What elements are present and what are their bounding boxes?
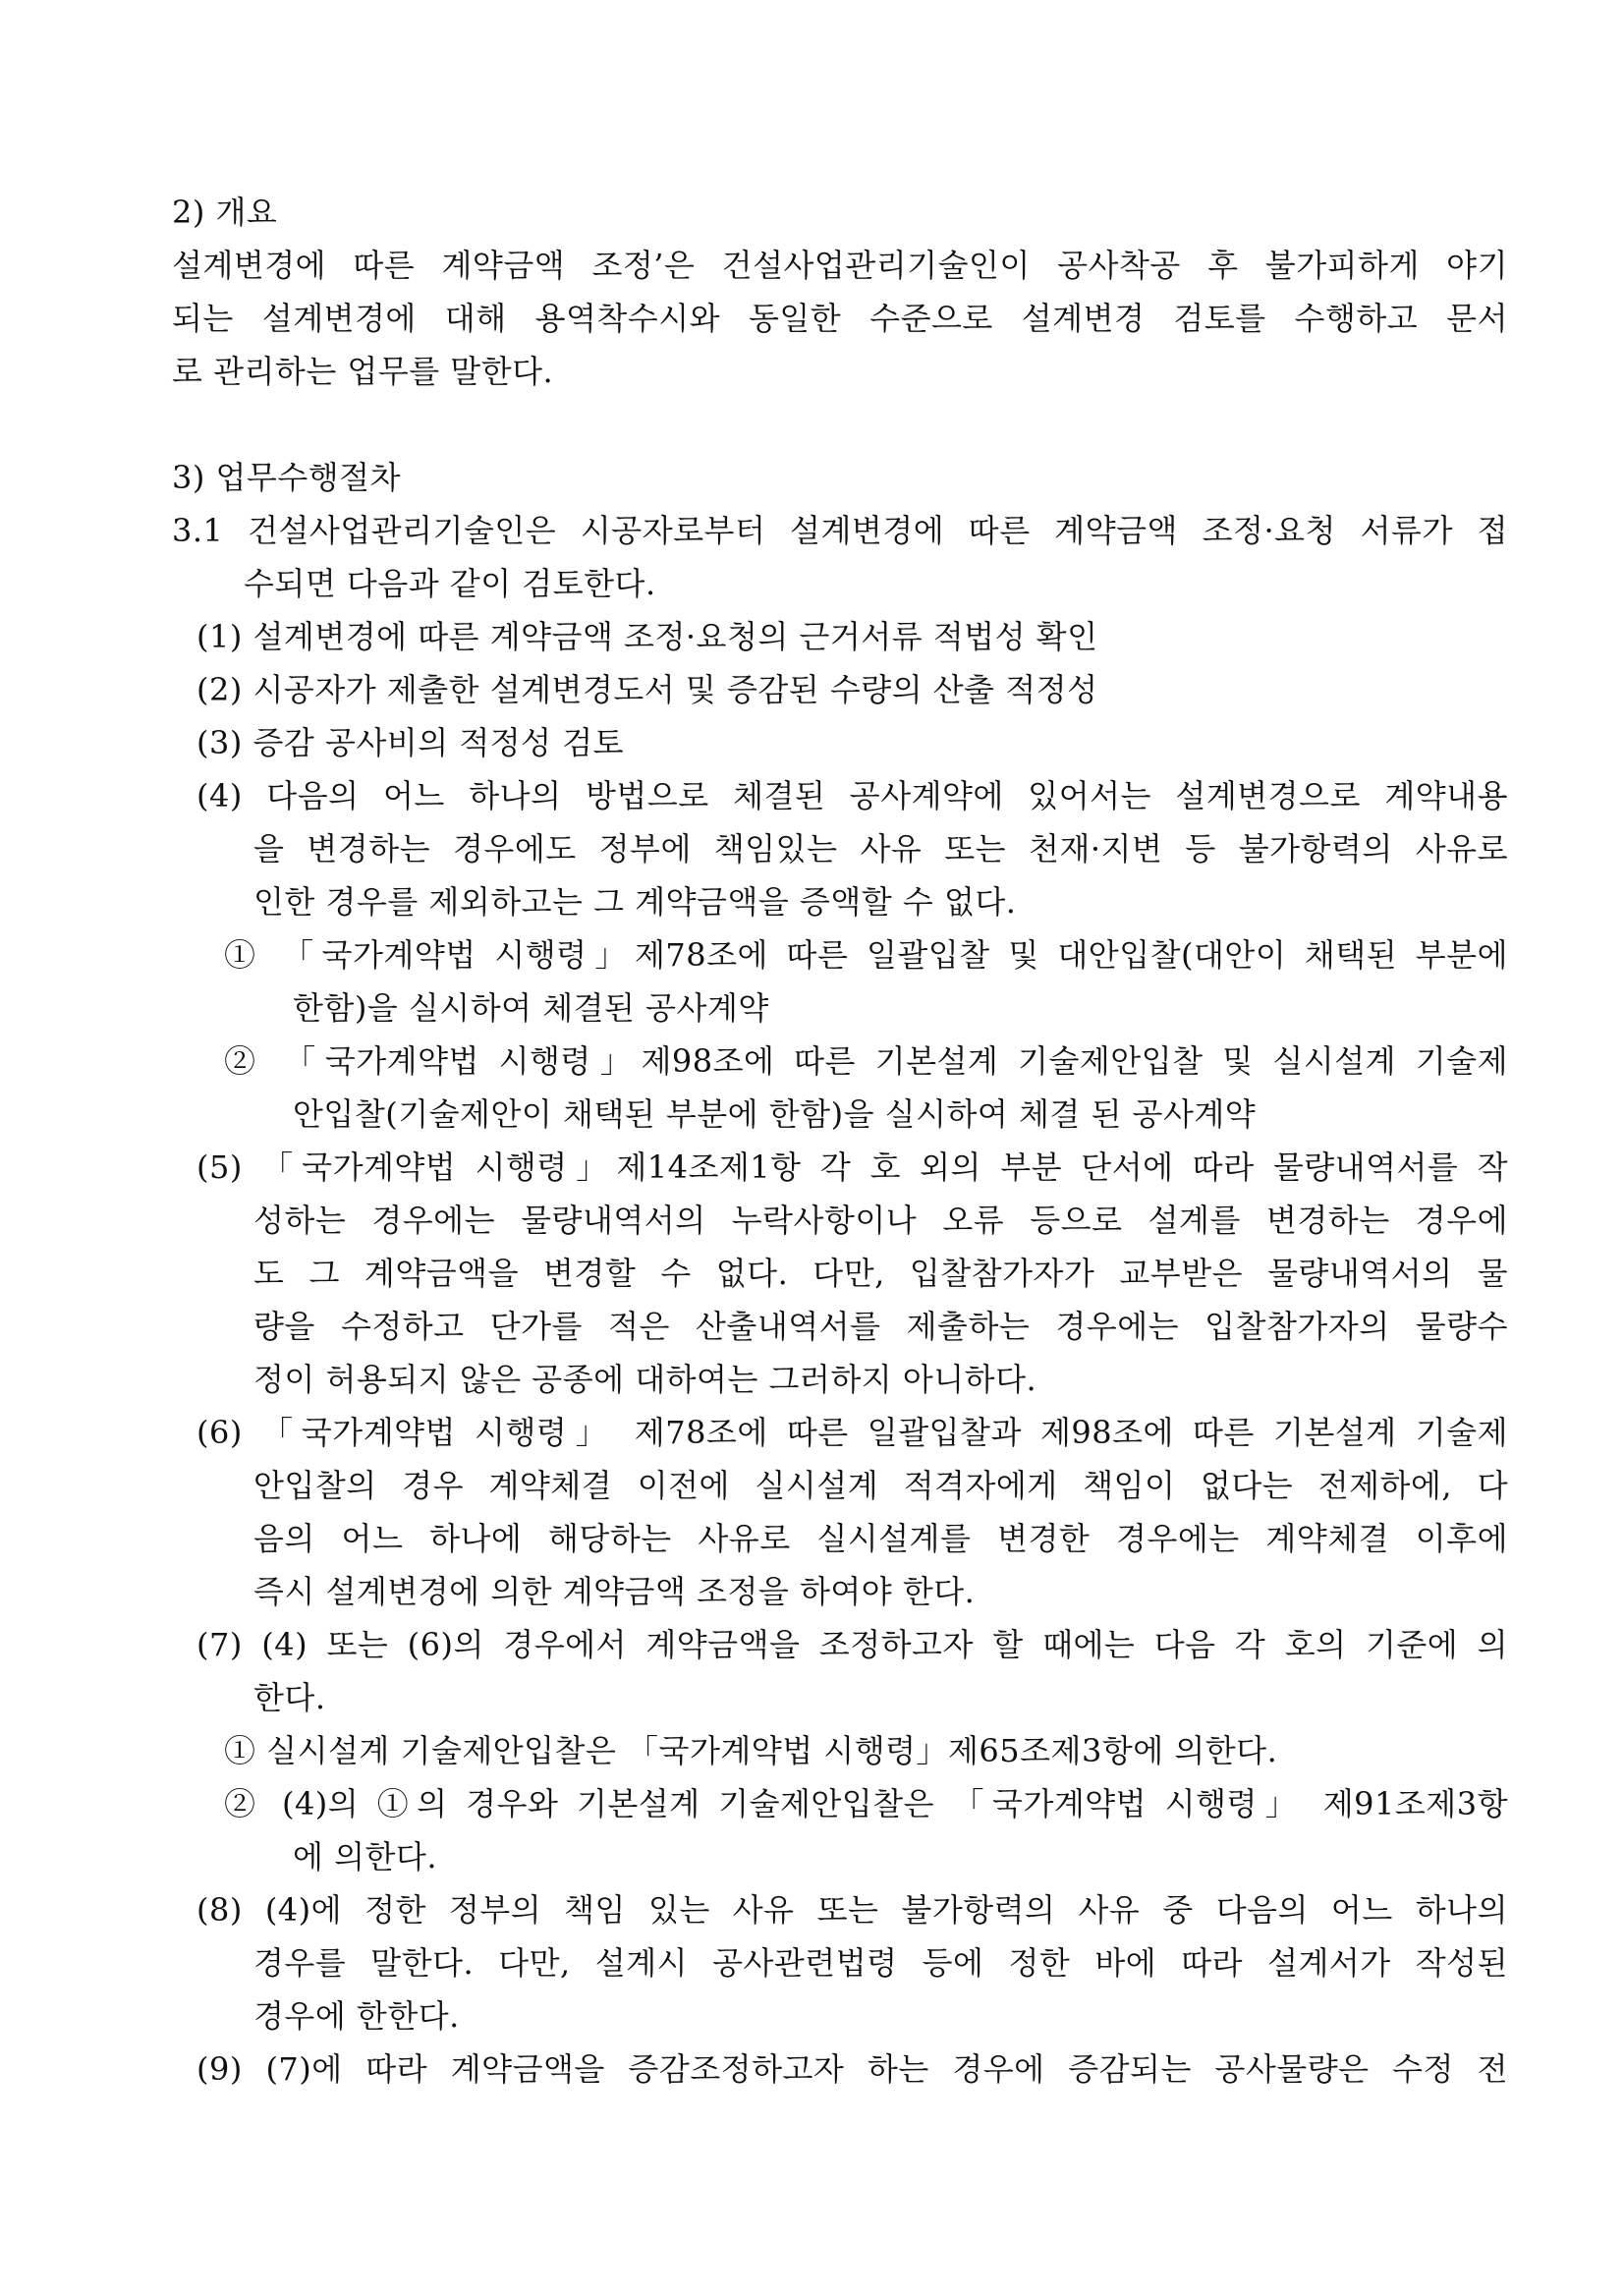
text-line: 음의 어느 하나에 해당하는 사유로 실시설계를 변경한 경우에는 계약체결 이후에	[253, 1520, 1508, 1557]
text-line: 한함)을 실시하여 체결된 공사계약	[293, 989, 769, 1027]
text-line: 정이 허용되지 않은 공종에 대하여는 그러하지 아니하다.	[253, 1361, 1037, 1398]
text-line: 안입찰(기술제안이 채택된 부분에 한함)을 실시하여 체결 된 공사계약	[293, 1095, 1257, 1133]
text-line: (4) 다음의 어느 하나의 방법으로 체결된 공사계약에 있어서는 설계변경으로 계약내용	[196, 777, 1508, 814]
text-line: 성하는 경우에는 물량내역서의 누락사항이나 오류 등으로 설계를 변경하는 경우에	[253, 1202, 1508, 1239]
text-line: (2) 시공자가 제출한 설계변경도서 및 증감된 수량의 산출 적정성	[196, 671, 1098, 708]
text-line: 경우를 말한다. 다만, 설계시 공사관련법령 등에 정한 바에 따라 설계서가 작성된	[253, 1944, 1508, 1982]
text-line: (9) (7)에 따라 계약금액을 증감조정하고자 하는 경우에 증감되는 공사물량은 수정 전	[196, 2050, 1508, 2088]
text-line: (8) (4)에 정한 정부의 책임 있는 사유 또는 불가항력의 사유 중 다음의 어느 하나의	[196, 1891, 1508, 1929]
text-line: 3.1 건설사업관리기술인은 시공자로부터 설계변경에 따른 계약금액 조정·요청 서류가 접	[172, 512, 1508, 549]
text-line: 되는 설계변경에 대해 용역착수시와 동일한 수준으로 설계변경 검토를 수행하고 문서	[172, 300, 1508, 337]
text-line: 3) 업무수행절차	[172, 459, 401, 496]
text-line: ② 「국가계약법 시행령」제98조에 따른 기본설계 기술제안입찰 및 실시설계 기술제	[224, 1042, 1508, 1080]
text-line: 수되면 다음과 같이 검토한다.	[244, 565, 656, 602]
text-line: 인한 경우를 제외하고는 그 계약금액을 증액할 수 없다.	[253, 883, 1017, 921]
text-line: 즉시 설계변경에 의한 계약금액 조정을 하여야 한다.	[253, 1573, 976, 1610]
text-line: ① 실시설계 기술제안입찰은 「국가계약법 시행령」제65조제3항에 의한다.	[224, 1732, 1278, 1769]
text-line: (5) 「국가계약법 시행령」제14조제1항 각 호 외의 부분 단서에 따라 물량내역서를 작	[196, 1148, 1508, 1186]
text-line: ② (4)의 ①의 경우와 기본설계 기술제안입찰은 「국가계약법 시행령」 제91조제3항	[224, 1785, 1508, 1822]
text-line: (6) 「국가계약법 시행령」 제78조에 따른 일괄입찰과 제98조에 따른 기본설계 기술제	[196, 1414, 1508, 1451]
text-line: (1) 설계변경에 따른 계약금액 조정·요청의 근거서류 적법성 확인	[196, 618, 1098, 655]
text-line: 안입찰의 경우 계약체결 이전에 실시설계 적격자에게 책임이 없다는 전제하에, 다	[253, 1467, 1508, 1504]
text-line: 로 관리하는 업무를 말한다.	[172, 353, 554, 390]
text-line: 2) 개요	[172, 194, 278, 231]
text-line: (7) (4) 또는 (6)의 경우에서 계약금액을 조정하고자 할 때에는 다음 각 호의 기준에 의	[196, 1626, 1508, 1663]
text-line: 도 그 계약금액을 변경할 수 없다. 다만, 입찰참가자가 교부받은 물량내역서의 물	[253, 1255, 1508, 1292]
text-line: 한다.	[253, 1679, 326, 1716]
text-line: 설계변경에 따른 계약금액 조정’은 건설사업관리기술인이 공사착공 후 불가피하게 야기	[172, 247, 1508, 284]
text-line: (3) 증감 공사비의 적정성 검토	[196, 724, 625, 761]
text-line: 에 의한다.	[293, 1838, 437, 1876]
text-line: 량을 수정하고 단가를 적은 산출내역서를 제출하는 경우에는 입찰참가자의 물량수	[253, 1308, 1508, 1345]
text-line: 을 변경하는 경우에도 정부에 책임있는 사유 또는 천재·지변 등 불가항력의 사유로	[253, 830, 1508, 868]
text-line: ① 「국가계약법 시행령」제78조에 따른 일괄입찰 및 대안입찰(대안이 채택된 부분에	[224, 936, 1508, 974]
text-line: 경우에 한한다.	[253, 1997, 460, 2035]
